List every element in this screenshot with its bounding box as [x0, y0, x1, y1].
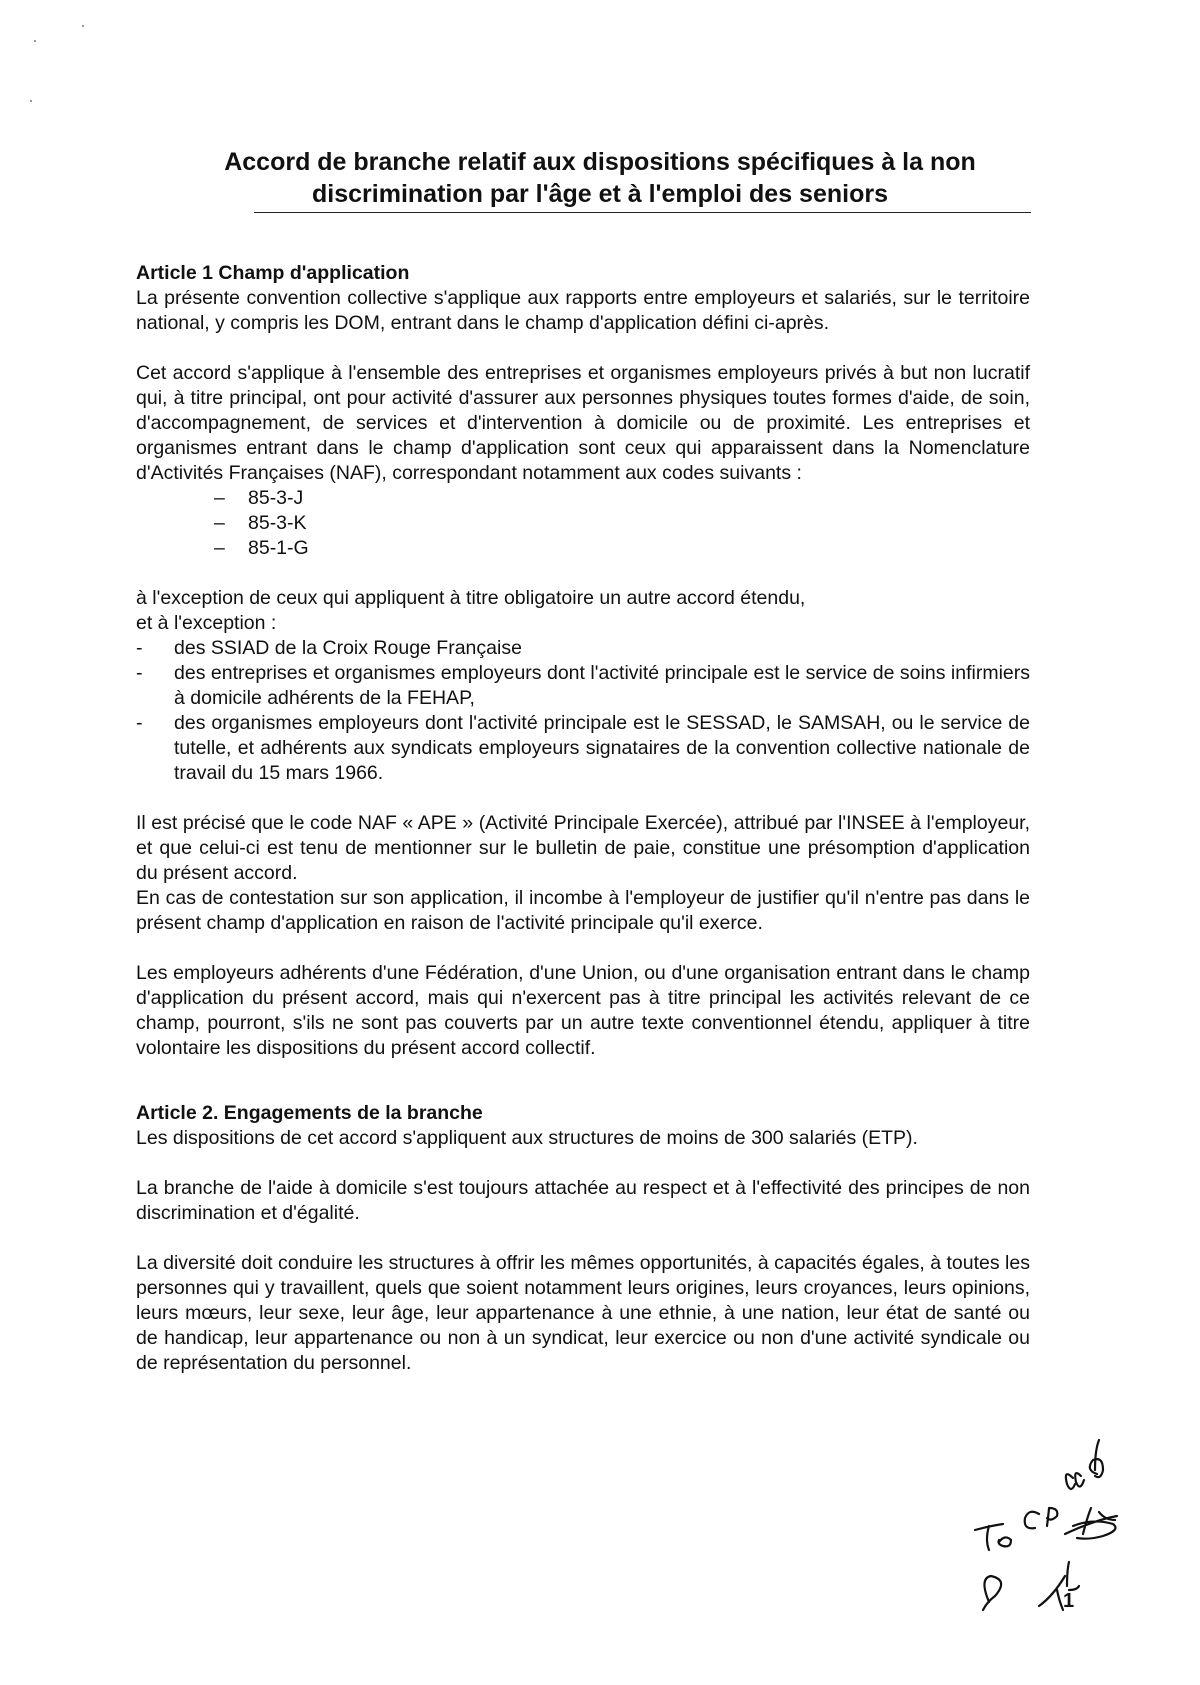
handwritten-initials-drawing: [955, 1430, 1155, 1650]
list-item: [136, 511, 1030, 536]
naf-code: 85-3-K: [248, 512, 307, 534]
title-underline: [254, 212, 1031, 213]
article-1-paragraph-4: Il est précisé que le code NAF « APE » (Activité Principale Exercée), attribué par l'INSEE à l'employeur, et que celui-ci est tenu de mentionner sur le bulletin de paie, constitue une présomption d'application du présent accord.: [136, 812, 1030, 884]
title-line-1: Accord de branche relatif aux dispositions spécifiques à la non: [224, 148, 976, 176]
scan-speck: [30, 100, 32, 102]
list-dash: –: [214, 487, 225, 509]
list-dash: -: [136, 637, 143, 659]
list-dash: –: [214, 512, 225, 534]
list-item: [136, 661, 1030, 711]
article-1-paragraph-5: En cas de contestation sur son application, il incombe à l'employeur de justifier qu'il n'entre pas dans le présent champ d'application en raison de l'activité principale qu'il exerce.: [136, 887, 1030, 934]
document-body: [136, 261, 1030, 1376]
article-2-paragraph-1: Les dispositions de cet accord s'appliquent aux structures de moins de 300 salariés (ETP).: [136, 1127, 918, 1149]
list-dash: -: [136, 662, 143, 684]
title-line-2: discrimination par l'âge et à l'emploi des seniors: [312, 180, 888, 208]
scan-speck: [34, 40, 36, 42]
article-2-paragraph-2: La branche de l'aide à domicile s'est toujours attachée au respect et à l'effectivité des principes de non discrimination et d'égalité.: [136, 1177, 1030, 1224]
handwritten-initials: [955, 1430, 1155, 1650]
article-1-paragraph-6: Les employeurs adhérents d'une Fédération, d'une Union, ou d'une organisation entrant dans le champ d'application du présent accord, mais qui n'exercent pas à titre principal les activités relevant de ce champ, pourront, s'ils ne sont pas couverts par un autre texte conventionnel étendu, appliquer à titre volontaire les dispositions du présent accord collectif.: [136, 962, 1030, 1059]
list-item: [136, 536, 1030, 561]
article-2-heading: Article 2. Engagements de la branche: [136, 1102, 483, 1124]
list-dash: -: [136, 712, 143, 734]
naf-code: 85-3-J: [248, 487, 304, 509]
document-title: [120, 146, 1080, 210]
exception-text: des organismes employeurs dont l'activité principale est le SESSAD, le SAMSAH, ou le service de tutelle, et adhérents aux syndicats employeurs signataires de la convention collective nationale de travail du 15 mars 1966.: [174, 712, 1030, 784]
article-1-paragraph-3-line-1: à l'exception de ceux qui appliquent à titre obligatoire un autre accord étendu,: [136, 587, 806, 609]
article-1-paragraph-3-line-2: et à l'exception :: [136, 612, 277, 634]
list-item: [136, 486, 1030, 511]
exception-text: des SSIAD de la Croix Rouge Française: [174, 637, 522, 659]
exception-text: des entreprises et organismes employeurs dont l'activité principale est le service de soins infirmiers à domicile adhérents de la FEHAP,: [174, 662, 1030, 709]
article-2-paragraph-3: La diversité doit conduire les structures à offrir les mêmes opportunités, à capacités égales, à toutes les personnes qui y travaillent, quels que soient notamment leurs origines, leurs croyances, leurs opinions, leurs mœurs, leur sexe, leur âge, leur appartenance à une ethnie, à une nation, leur état de santé ou de handicap, leur appartenance ou non à un syndicat, leur exercice ou non d'une activité syndicale ou de représentation du personnel.: [136, 1252, 1030, 1374]
article-1-paragraph-2: Cet accord s'applique à l'ensemble des entreprises et organismes employeurs privés à but non lucratif qui, à titre principal, ont pour activité d'assurer aux personnes physiques toutes formes d'aide, de soin, d'accompagnement, de services et d'intervention à domicile ou de proximité. Les entreprises et organismes entrant dans le champ d'application sont ceux qui apparaissent dans la Nomenclature d'Activités Françaises (NAF), correspondant notamment aux codes suivants :: [136, 362, 1030, 484]
article-1-heading: Article 1 Champ d'application: [136, 262, 410, 284]
list-dash: –: [214, 537, 225, 559]
article-1-paragraph-1: La présente convention collective s'applique aux rapports entre employeurs et salariés, sur le territoire national, y compris les DOM, entrant dans le champ d'application défini ci-après.: [136, 287, 1030, 334]
exceptions-list: [136, 636, 1030, 786]
scan-speck: [82, 25, 84, 27]
list-item: [136, 711, 1030, 786]
list-item: [136, 636, 1030, 661]
page-number: 1: [1063, 1590, 1075, 1612]
naf-code: 85-1-G: [248, 537, 309, 559]
naf-codes-list: [136, 486, 1030, 561]
